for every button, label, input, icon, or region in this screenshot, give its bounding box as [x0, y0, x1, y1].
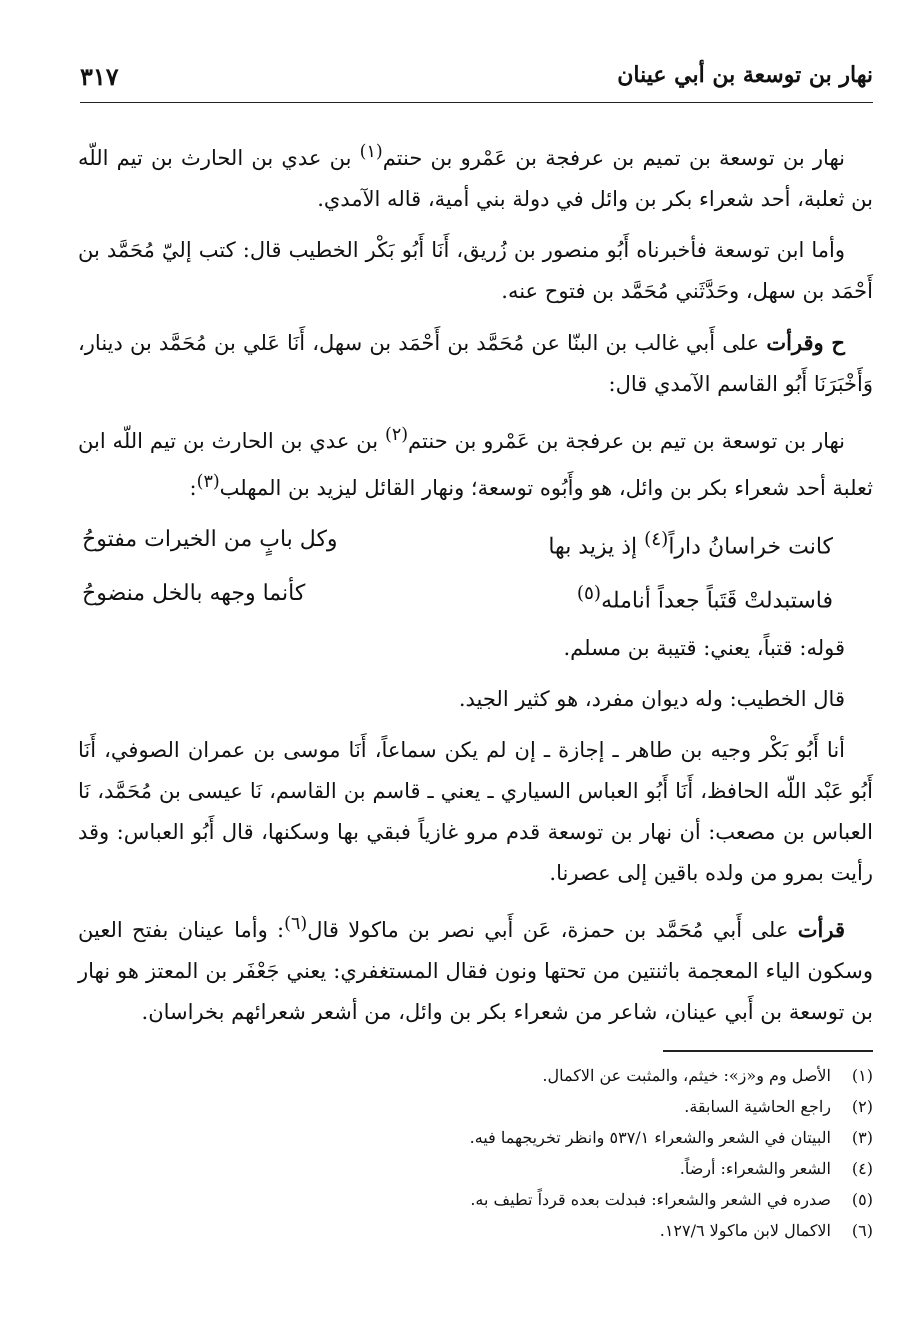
footnote	[78, 1153, 873, 1184]
footnote-ref[interactable]: (٥)	[576, 583, 602, 605]
text: نهار بن توسعة بن تميم بن عرفجة بن عَمْرو بن حنتم	[382, 146, 845, 170]
text: بن عدي بن الحارث بن تيم اللّه ابن ثعلبة أحد شعراء بكر بن وائل، هو وأَبُوه توسعة؛ ونهار القائل ليزيد بن المهلب	[78, 429, 873, 500]
verse-first-hemistich	[577, 573, 833, 621]
footnote	[78, 1184, 873, 1215]
verse-second-hemistich: كأنما وجهه بالخل منضوحُ	[82, 581, 306, 607]
text: على أَبي غالب بن البنّا عن مُحَمَّد بن أَحْمَد بن سهل، أَنَا عَلي بن مُحَمَّد بن دينار، وَأَخْبَرَنَا أَبُو القاسم الآمدي قال:	[78, 331, 873, 396]
footnote-number: (٢)	[851, 1097, 873, 1116]
footnotes	[78, 1050, 873, 1246]
text: إذ يزيد بها	[548, 534, 645, 560]
text: نهار بن توسعة بن تيم بن عرفجة بن عَمْرو بن حنتم	[408, 429, 846, 453]
footnote	[78, 1091, 873, 1122]
footnote-text: صدره في الشعر والشعراء: فبدلت بعده قرداً تطيف به.	[470, 1190, 831, 1209]
text: كانت خراسانُ داراً	[668, 534, 833, 560]
bold-lead: ح وقرأت	[766, 330, 845, 355]
footnote-number: (٤)	[851, 1159, 873, 1178]
paragraph: قوله: قتباً، يعني: قتيبة بن مسلم.	[563, 635, 845, 660]
footnote	[78, 1122, 873, 1153]
paragraph	[78, 415, 873, 509]
text: بن عدي بن الحارث بن تيم اللّه بن ثعلبة، أحد شعراء بكر بن وائل في دولة بني أمية، قاله الآمدي.	[78, 146, 873, 211]
footnote-ref[interactable]: (٢)	[384, 425, 409, 445]
paragraph: وأما ابن توسعة فأخبرناه أَبُو منصور بن زُريق، أَنَا أَبُو بَكْر الخطيب قال: كتب إليّ مُحَمَّد بن أَحْمَد بن سهل، وحَدَّثَني مُحَمَّد بن فتوح عنه.	[78, 238, 873, 303]
paragraph	[78, 132, 873, 220]
footnote	[78, 1215, 873, 1246]
footnote-text: الأصل وم و«ز»: خيثم، والمثبت عن الاكمال.	[542, 1066, 831, 1085]
footnote-number: (١)	[851, 1066, 873, 1085]
verse-first-hemistich	[548, 519, 833, 567]
footnote-divider	[663, 1050, 873, 1052]
footnote-number: (٦)	[851, 1221, 873, 1240]
paragraph	[78, 904, 873, 1033]
text: :	[189, 476, 197, 500]
bold-lead: قرأت	[797, 916, 845, 942]
text: على أَبي مُحَمَّد بن حمزة، عَن أَبي نصر بن ماكولا قال	[307, 917, 798, 942]
main-text	[78, 132, 873, 1043]
footnote-number: (٥)	[851, 1190, 873, 1209]
paragraph: أنا أَبُو بَكْر وجيه بن طاهر ـ إجازة ـ إن لم يكن سماعاً، أَنَا موسى بن عمران الصوفي، أَنَا أَبُو عَبْد اللّه الحافظ، أَنَا أَبُو العباس السياري ـ يعني ـ قاسم بن القاسم، نَا عيسى بن مُحَمَّد، نَا العباس بن مصعب: أن نهار بن توسعة قدم مرو غازياً فبقي بها وسكنها، قال أَبُو العباس: وقد رأيت بمرو من ولده باقين إلى عصرنا.	[78, 737, 873, 885]
footnote	[78, 1060, 873, 1091]
footnote-ref[interactable]: (٣)	[196, 472, 220, 492]
page-number: ٣١٧	[80, 62, 119, 91]
footnote-ref[interactable]: (٦)	[284, 913, 308, 934]
verse-second-hemistich: وكل بابٍ من الخيرات مفتوحُ	[82, 527, 338, 552]
footnote-text: البيتان في الشعر والشعراء ٥٣٧/١ وانظر تخريجهما فيه.	[469, 1128, 831, 1147]
running-title: نهار بن توسعة بن أبي عينان	[617, 62, 873, 88]
footnote-ref[interactable]: (١)	[359, 142, 383, 162]
footnote-text: الشعر والشعراء: أرضاً.	[679, 1159, 831, 1178]
footnote-ref[interactable]: (٤)	[644, 529, 669, 550]
poem-verse	[78, 519, 873, 567]
footnote-text: الاكمال لابن ماكولا ١٢٧/٦.	[659, 1221, 831, 1240]
paragraph	[78, 322, 873, 405]
poem-verse	[78, 573, 873, 621]
text: : وأما عينان بفتح العين وسكون الياء المعجمة باثنتين من تحتها ونون فقال المستغفري: يعني جَعْفَر بن المعتز هو نهار بن توسعة بن أَبي عينان، شاعر من شعراء بكر بن وائل، من أشعر شعرائهم بخراسان.	[78, 917, 873, 1024]
footnote-number: (٣)	[851, 1128, 873, 1147]
paragraph: قال الخطيب: وله ديوان مفرد، هو كثير الجيد.	[458, 686, 845, 711]
text: فاستبدلتْ قَتَباً جعداً أنامله	[601, 588, 833, 614]
footnote-text: راجع الحاشية السابقة.	[684, 1097, 831, 1116]
page-header	[80, 50, 873, 103]
